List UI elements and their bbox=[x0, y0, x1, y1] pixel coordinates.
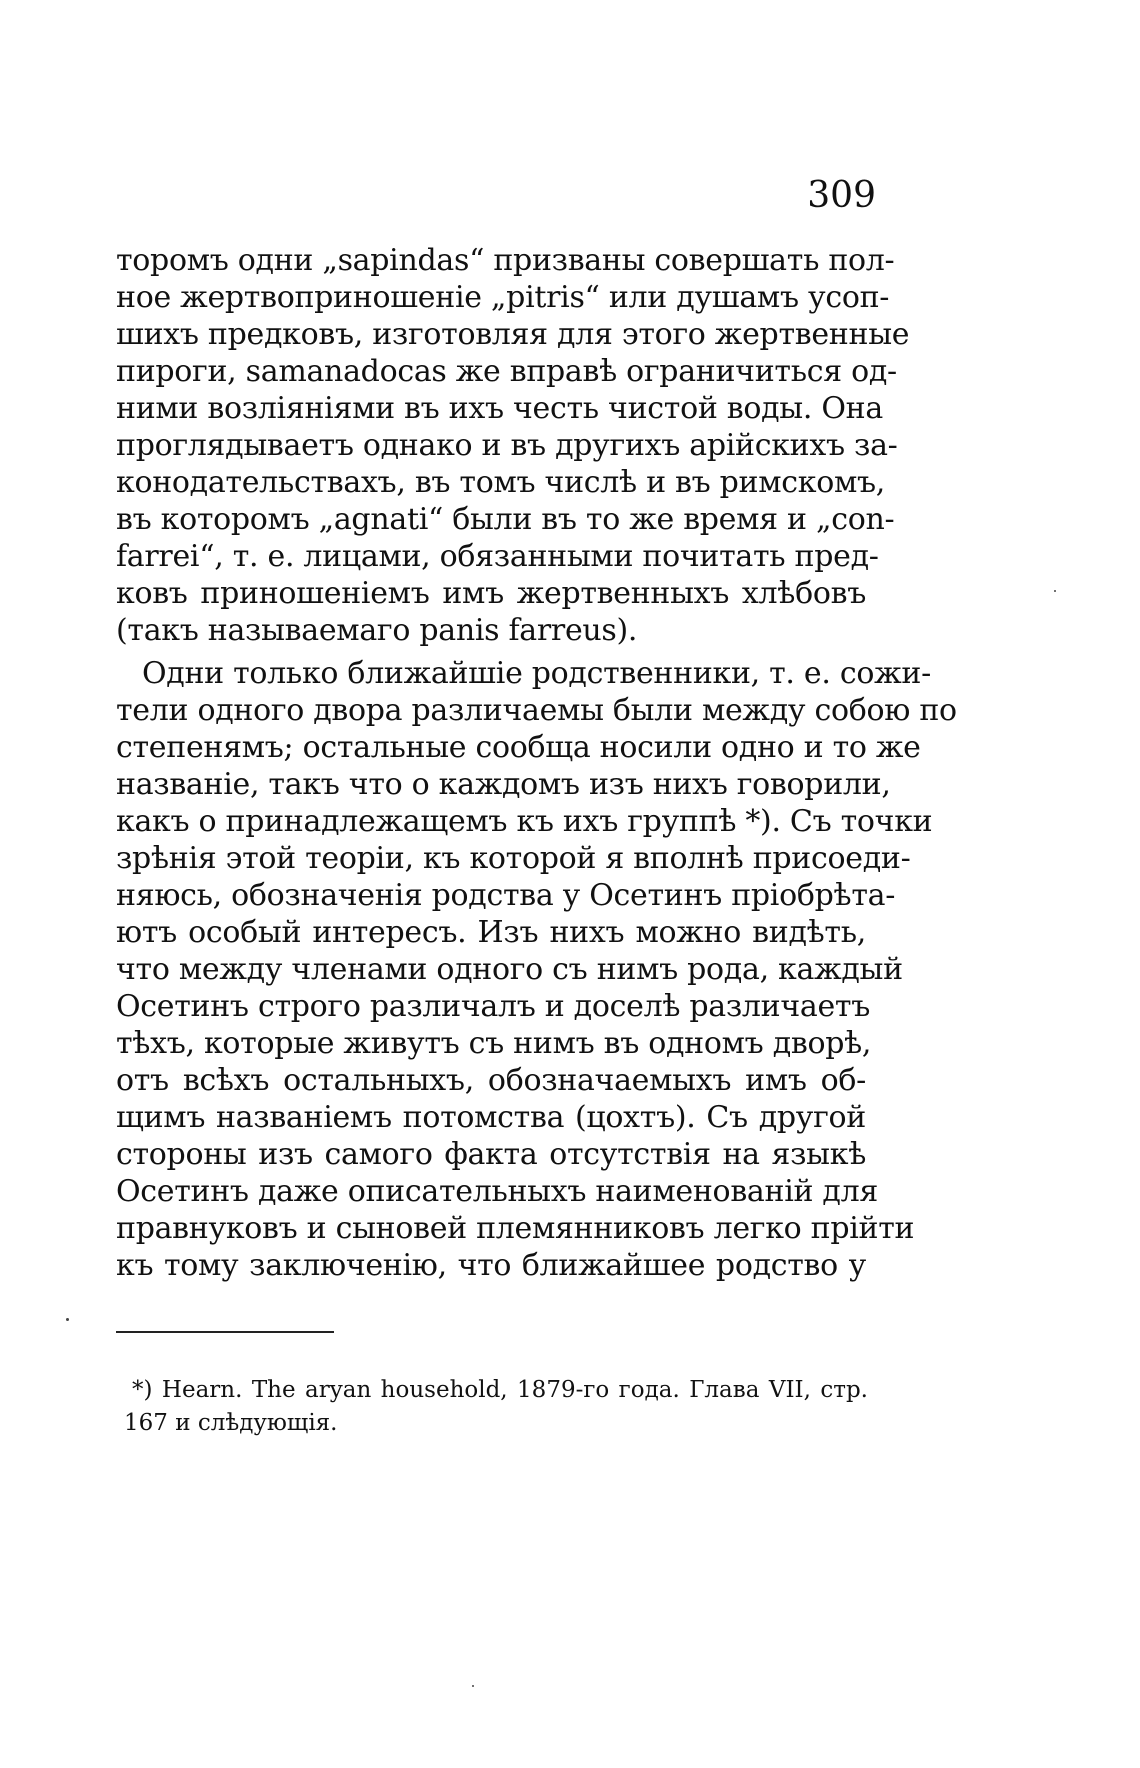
text-line: Осетинъ даже описательныхъ наименованій для bbox=[116, 1174, 878, 1209]
text-line: ное жертвоприношеніе „pitris“ или душамъ усоп- bbox=[116, 280, 890, 315]
paragraph-1 bbox=[116, 242, 910, 649]
text-line: ними возліяніями въ ихъ честь чистой воды. Она bbox=[116, 391, 883, 426]
text-line: проглядываетъ однако и въ другихъ арійскихъ за- bbox=[116, 428, 898, 463]
text-line: ковъ приношеніемъ имъ жертвенныхъ хлѣбовъ bbox=[116, 576, 866, 611]
text-line: ютъ особый интересъ. Изъ нихъ можно видѣть, bbox=[116, 915, 866, 950]
text-line: отъ всѣхъ остальныхъ, обозначаемыхъ имъ об- bbox=[116, 1063, 866, 1098]
scan-speck bbox=[472, 1685, 474, 1687]
page-number: 309 bbox=[807, 175, 876, 216]
footnote-separator bbox=[116, 1331, 334, 1333]
paragraph-2 bbox=[116, 655, 957, 1284]
text-line: что между членами одного съ нимъ рода, каждый bbox=[116, 952, 903, 987]
text-line: зрѣнія этой теоріи, къ которой я вполнѣ присоеди- bbox=[116, 841, 911, 876]
footnote-line: *) Hearn. The aryan household, 1879-го года. Глава VII, стр. bbox=[132, 1377, 868, 1403]
text-line: въ которомъ „agnati“ были въ то же время и „con- bbox=[116, 502, 895, 537]
text-line: пироги, samanadocas же вправѣ ограничиться од- bbox=[116, 354, 897, 389]
text-line: шихъ предковъ, изготовляя для этого жертвенные bbox=[116, 317, 910, 352]
text-line: конодательствахъ, въ томъ числѣ и въ римскомъ, bbox=[116, 465, 886, 500]
body-text bbox=[116, 242, 957, 1284]
text-line: торомъ одни „sapindas“ призваны совершать пол- bbox=[116, 243, 895, 278]
text-line: названіе, такъ что о каждомъ изъ нихъ говорили, bbox=[116, 767, 891, 802]
text-line: Одни только ближайшіе родственники, т. е. сожи- bbox=[142, 656, 931, 691]
scan-speck bbox=[1054, 590, 1056, 592]
text-line: (такъ называемаго panis farreus). bbox=[116, 613, 638, 648]
text-line: какъ о принадлежащемъ къ ихъ группѣ *). Съ точки bbox=[116, 804, 933, 839]
text-line: правнуковъ и сыновей племянниковъ легко прійти bbox=[116, 1211, 915, 1246]
text-line: Осетинъ строго различалъ и доселѣ различаетъ bbox=[116, 989, 871, 1024]
text-line: тѣхъ, которые живутъ съ нимъ въ одномъ дворѣ, bbox=[116, 1026, 872, 1061]
text-line: farrei“, т. е. лицами, обязанными почитать пред- bbox=[116, 539, 879, 574]
text-line: тели одного двора различаемы были между собою по bbox=[116, 693, 957, 728]
scan-speck bbox=[66, 1318, 69, 1321]
text-line: щимъ названіемъ потомства (цохтъ). Съ другой bbox=[116, 1100, 866, 1135]
text-line: къ тому заключенію, что ближайшее родство у bbox=[116, 1248, 866, 1283]
footnote-line: 167 и слѣдующія. bbox=[124, 1410, 338, 1436]
text-line: стороны изъ самого факта отсутствія на языкѣ bbox=[116, 1137, 866, 1172]
footnote bbox=[124, 1374, 868, 1440]
text-line: степенямъ; остальные сообща носили одно и то же bbox=[116, 730, 921, 765]
text-line: няюсь, обозначенія родства у Осетинъ пріобрѣта- bbox=[116, 878, 896, 913]
